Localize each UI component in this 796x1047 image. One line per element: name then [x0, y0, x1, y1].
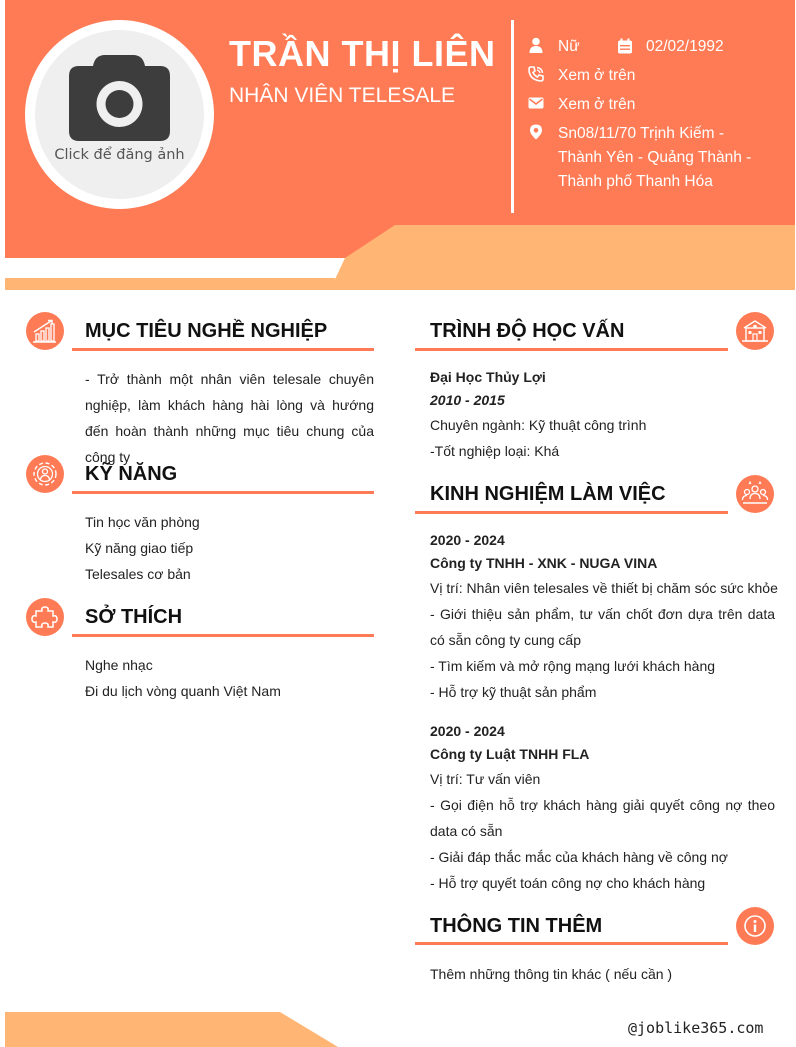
- avatar-upload[interactable]: [35, 30, 204, 199]
- footer-brand[interactable]: @joblike365.com: [628, 1019, 764, 1037]
- job-position[interactable]: Vị trí: Nhân viên telesales về thiết bị chăm sóc sức khỏe: [430, 580, 778, 596]
- hobby-item[interactable]: Nghe nhạc: [85, 657, 153, 673]
- job-title[interactable]: NHÂN VIÊN TELESALE: [229, 84, 456, 107]
- job-duty[interactable]: - Gọi điện hỗ trợ khách hàng giải quyết công nợ theo data có sẵn: [430, 797, 775, 839]
- skills-underline: [72, 491, 374, 494]
- email-icon: [528, 95, 544, 111]
- team-icon: [736, 475, 774, 513]
- objective-underline: [72, 348, 374, 351]
- school-icon: [736, 312, 774, 350]
- school-name[interactable]: Đại Học Thủy Lợi: [430, 369, 546, 385]
- additional-underline: [415, 942, 728, 945]
- education-major[interactable]: Chuyên ngành: Kỹ thuật công trình: [430, 417, 647, 433]
- gear-person-icon: [26, 455, 64, 493]
- header-divider: [511, 20, 514, 213]
- job-company[interactable]: Công ty TNHH - XNK - NUGA VINA: [430, 555, 658, 571]
- calendar-icon: [617, 38, 633, 54]
- person-icon: [528, 37, 544, 53]
- job-position[interactable]: Vị trí: Tư vấn viên: [430, 771, 541, 787]
- location-icon: [528, 124, 544, 140]
- education-grade[interactable]: -Tốt nghiệp loại: Khá: [430, 443, 560, 459]
- experience-title[interactable]: KINH NGHIỆM LÀM VIỆC: [430, 483, 666, 505]
- camera-icon: [35, 30, 204, 199]
- email-value[interactable]: Xem ở trên: [558, 96, 636, 113]
- info-icon: [736, 907, 774, 945]
- hobbies-title[interactable]: SỞ THÍCH: [85, 606, 183, 628]
- objective-title[interactable]: MỤC TIÊU NGHỀ NGHIỆP: [85, 320, 328, 342]
- phone-icon: [528, 66, 544, 82]
- job-duty[interactable]: - Tìm kiếm và mở rộng mạng lưới khách hàng: [430, 658, 716, 674]
- job-company[interactable]: Công ty Luật TNHH FLA: [430, 746, 590, 762]
- job-duty[interactable]: - Giải đáp thắc mắc của khách hàng về công nợ: [430, 849, 728, 865]
- additional-title[interactable]: THÔNG TIN THÊM: [430, 915, 603, 937]
- gender-value[interactable]: Nữ: [558, 38, 580, 55]
- phone-value[interactable]: Xem ở trên: [558, 67, 636, 84]
- chart-icon: [26, 312, 64, 350]
- birthdate-value[interactable]: 02/02/1992: [646, 38, 724, 55]
- experience-underline: [415, 511, 728, 514]
- education-period[interactable]: 2010 - 2015: [430, 392, 505, 408]
- puzzle-icon: [26, 598, 64, 636]
- education-title[interactable]: TRÌNH ĐỘ HỌC VẤN: [430, 320, 625, 342]
- education-underline: [415, 348, 728, 351]
- skills-title[interactable]: KỸ NĂNG: [85, 463, 178, 485]
- hobbies-underline: [72, 634, 374, 637]
- job-period[interactable]: 2020 - 2024: [430, 532, 505, 548]
- job-duty[interactable]: - Giới thiệu sản phẩm, tư vấn chốt đơn dựa trên data có sẵn công ty cung cấp: [430, 606, 775, 648]
- job-duty[interactable]: - Hỗ trợ quyết toán công nợ cho khách hàng: [430, 875, 706, 891]
- skill-item[interactable]: Kỹ năng giao tiếp: [85, 540, 194, 556]
- skill-item[interactable]: Tin học văn phòng: [85, 514, 200, 530]
- footer-stripe: [5, 1012, 345, 1047]
- job-period[interactable]: 2020 - 2024: [430, 723, 505, 739]
- address-value[interactable]: Sn08/11/70 Trịnh Kiếm - Thành Yên - Quảng Thành - Thành phố Thanh Hóa: [558, 125, 752, 190]
- candidate-name[interactable]: TRẦN THỊ LIÊN: [229, 33, 496, 74]
- hobby-item[interactable]: Đi du lịch vòng quanh Việt Nam: [85, 683, 281, 699]
- job-duty[interactable]: - Hỗ trợ kỹ thuật sản phẩm: [430, 684, 597, 700]
- skill-item[interactable]: Telesales cơ bản: [85, 566, 191, 582]
- avatar-caption: Click để đăng ảnh: [54, 147, 185, 163]
- additional-text[interactable]: Thêm những thông tin khác ( nếu cần ): [430, 966, 673, 982]
- objective-text[interactable]: - Trở thành một nhân viên telesale chuyên nghiệp, làm khách hàng hài lòng và hướng đến hoàn thành những mục tiêu chung của công ty: [85, 371, 374, 465]
